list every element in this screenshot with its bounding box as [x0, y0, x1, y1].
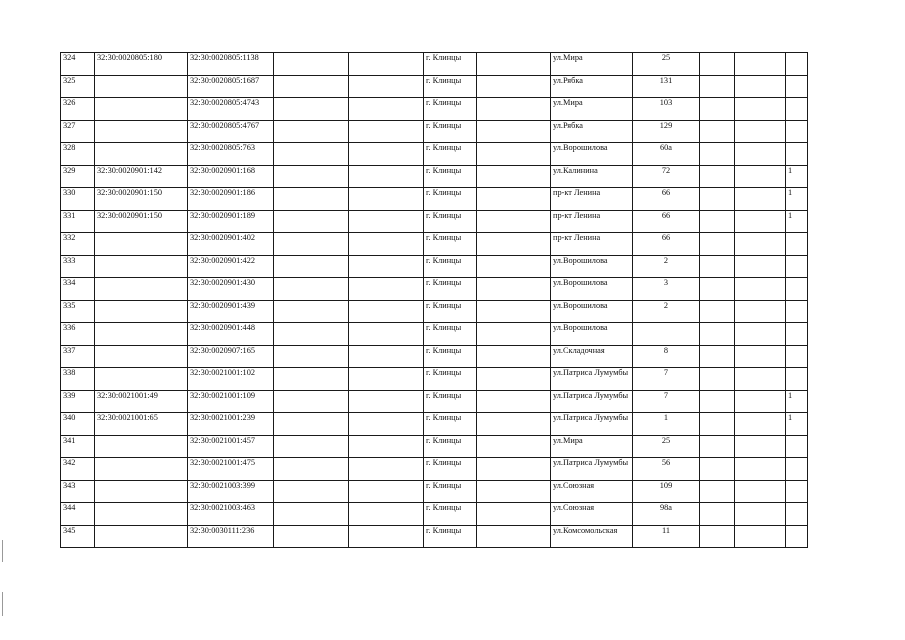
empty-cell — [349, 233, 424, 256]
row-number-cell: 333 — [61, 255, 95, 278]
street-cell: ул.Патриса Лумумбы — [551, 390, 633, 413]
street-cell: ул.Рябка — [551, 75, 633, 98]
parent-cadastral-cell — [95, 458, 188, 481]
empty-cell — [700, 98, 735, 121]
city-cell: г. Клинцы — [424, 75, 477, 98]
house-number-cell: 60а — [633, 143, 700, 166]
parent-cadastral-cell — [95, 435, 188, 458]
city-cell: г. Клинцы — [424, 278, 477, 301]
house-number-cell: 7 — [633, 390, 700, 413]
parent-cadastral-cell — [95, 233, 188, 256]
row-number-cell: 324 — [61, 53, 95, 76]
cadastral-number-cell: 32:30:0021001:239 — [188, 413, 274, 436]
empty-cell — [735, 188, 786, 211]
empty-cell — [735, 98, 786, 121]
cadastral-number-cell: 32:30:0021001:109 — [188, 390, 274, 413]
empty-cell — [349, 435, 424, 458]
empty-cell — [477, 435, 551, 458]
house-number-cell: 7 — [633, 368, 700, 391]
empty-cell — [274, 503, 349, 526]
row-number-cell: 328 — [61, 143, 95, 166]
street-cell: ул.Союзная — [551, 480, 633, 503]
empty-cell — [274, 210, 349, 233]
empty-cell — [349, 143, 424, 166]
house-number-cell: 56 — [633, 458, 700, 481]
cadastral-number-cell: 32:30:0020901:422 — [188, 255, 274, 278]
empty-cell — [735, 165, 786, 188]
empty-cell — [274, 413, 349, 436]
row-number-cell: 325 — [61, 75, 95, 98]
flag-cell — [786, 120, 808, 143]
empty-cell — [477, 300, 551, 323]
empty-cell — [477, 390, 551, 413]
street-cell: ул.Калинина — [551, 165, 633, 188]
table-row — [61, 143, 808, 166]
cadastral-number-cell: 32:30:0021003:399 — [188, 480, 274, 503]
city-cell: г. Клинцы — [424, 210, 477, 233]
empty-cell — [700, 143, 735, 166]
empty-cell — [477, 413, 551, 436]
cadastral-number-cell: 32:30:0020901:439 — [188, 300, 274, 323]
empty-cell — [274, 278, 349, 301]
empty-cell — [477, 480, 551, 503]
table-row — [61, 188, 808, 211]
row-number-cell: 327 — [61, 120, 95, 143]
parent-cadastral-cell — [95, 255, 188, 278]
empty-cell — [700, 233, 735, 256]
parent-cadastral-cell — [95, 278, 188, 301]
street-cell: ул.Ворошилова — [551, 300, 633, 323]
empty-cell — [274, 300, 349, 323]
street-cell: пр-кт Ленина — [551, 188, 633, 211]
empty-cell — [477, 525, 551, 548]
row-number-cell: 334 — [61, 278, 95, 301]
house-number-cell: 66 — [633, 233, 700, 256]
flag-cell — [786, 53, 808, 76]
empty-cell — [477, 210, 551, 233]
city-cell: г. Клинцы — [424, 368, 477, 391]
cadastral-number-cell: 32:30:0021001:457 — [188, 435, 274, 458]
flag-cell: 1 — [786, 413, 808, 436]
row-number-cell: 343 — [61, 480, 95, 503]
empty-cell — [274, 323, 349, 346]
house-number-cell: 131 — [633, 75, 700, 98]
table-row — [61, 480, 808, 503]
empty-cell — [274, 435, 349, 458]
street-cell: ул.Мира — [551, 98, 633, 121]
row-number-cell: 335 — [61, 300, 95, 323]
empty-cell — [349, 255, 424, 278]
empty-cell — [700, 165, 735, 188]
empty-cell — [477, 503, 551, 526]
row-number-cell: 339 — [61, 390, 95, 413]
parent-cadastral-cell — [95, 323, 188, 346]
empty-cell — [349, 525, 424, 548]
empty-cell — [274, 165, 349, 188]
empty-cell — [349, 480, 424, 503]
row-number-cell: 341 — [61, 435, 95, 458]
empty-cell — [477, 345, 551, 368]
row-number-cell: 329 — [61, 165, 95, 188]
empty-cell — [477, 255, 551, 278]
table-row — [61, 525, 808, 548]
house-number-cell: 98а — [633, 503, 700, 526]
table-row — [61, 98, 808, 121]
empty-cell — [349, 300, 424, 323]
house-number-cell: 3 — [633, 278, 700, 301]
city-cell: г. Клинцы — [424, 53, 477, 76]
parent-cadastral-cell: 32:30:0020901:142 — [95, 165, 188, 188]
cadastral-number-cell: 32:30:0020901:168 — [188, 165, 274, 188]
empty-cell — [477, 53, 551, 76]
empty-cell — [274, 458, 349, 481]
empty-cell — [274, 75, 349, 98]
table-row — [61, 390, 808, 413]
empty-cell — [700, 480, 735, 503]
street-cell: ул.Патриса Лумумбы — [551, 458, 633, 481]
empty-cell — [274, 98, 349, 121]
flag-cell — [786, 75, 808, 98]
city-cell: г. Клинцы — [424, 120, 477, 143]
empty-cell — [477, 75, 551, 98]
city-cell: г. Клинцы — [424, 458, 477, 481]
flag-cell — [786, 525, 808, 548]
city-cell: г. Клинцы — [424, 233, 477, 256]
row-number-cell: 345 — [61, 525, 95, 548]
row-number-cell: 336 — [61, 323, 95, 346]
cadastral-number-cell: 32:30:0020901:189 — [188, 210, 274, 233]
scan-edge-mark — [2, 540, 3, 562]
cadastral-number-cell: 32:30:0021001:475 — [188, 458, 274, 481]
city-cell: г. Клинцы — [424, 98, 477, 121]
table-row — [61, 210, 808, 233]
cadastral-number-cell: 32:30:0021003:463 — [188, 503, 274, 526]
street-cell: ул.Мира — [551, 435, 633, 458]
table-body — [61, 53, 808, 548]
empty-cell — [700, 345, 735, 368]
empty-cell — [735, 75, 786, 98]
empty-cell — [349, 503, 424, 526]
empty-cell — [349, 75, 424, 98]
table-row — [61, 413, 808, 436]
empty-cell — [349, 368, 424, 391]
city-cell: г. Клинцы — [424, 525, 477, 548]
city-cell: г. Клинцы — [424, 503, 477, 526]
city-cell: г. Клинцы — [424, 165, 477, 188]
street-cell: ул.Союзная — [551, 503, 633, 526]
cadastral-number-cell: 32:30:0021001:102 — [188, 368, 274, 391]
empty-cell — [735, 480, 786, 503]
empty-cell — [700, 75, 735, 98]
empty-cell — [349, 120, 424, 143]
table-row — [61, 368, 808, 391]
empty-cell — [274, 368, 349, 391]
flag-cell — [786, 255, 808, 278]
parent-cadastral-cell — [95, 480, 188, 503]
city-cell: г. Клинцы — [424, 435, 477, 458]
table-row — [61, 53, 808, 76]
house-number-cell: 8 — [633, 345, 700, 368]
empty-cell — [735, 143, 786, 166]
flag-cell — [786, 345, 808, 368]
cadastral-number-cell: 32:30:0020901:430 — [188, 278, 274, 301]
cadastral-number-cell: 32:30:0020805:763 — [188, 143, 274, 166]
row-number-cell: 344 — [61, 503, 95, 526]
empty-cell — [700, 300, 735, 323]
house-number-cell: 1 — [633, 413, 700, 436]
street-cell: ул.Комсомольская — [551, 525, 633, 548]
flag-cell: 1 — [786, 210, 808, 233]
empty-cell — [700, 53, 735, 76]
row-number-cell: 330 — [61, 188, 95, 211]
cadastral-number-cell: 32:30:0020907:165 — [188, 345, 274, 368]
flag-cell — [786, 143, 808, 166]
empty-cell — [274, 480, 349, 503]
table-row — [61, 120, 808, 143]
cadastral-number-cell: 32:30:0020805:4767 — [188, 120, 274, 143]
empty-cell — [735, 345, 786, 368]
city-cell: г. Клинцы — [424, 300, 477, 323]
empty-cell — [274, 188, 349, 211]
empty-cell — [700, 323, 735, 346]
flag-cell — [786, 98, 808, 121]
table-row — [61, 300, 808, 323]
flag-cell: 1 — [786, 390, 808, 413]
empty-cell — [700, 210, 735, 233]
empty-cell — [700, 368, 735, 391]
city-cell: г. Клинцы — [424, 390, 477, 413]
table-row — [61, 458, 808, 481]
parent-cadastral-cell — [95, 300, 188, 323]
empty-cell — [735, 210, 786, 233]
empty-cell — [700, 120, 735, 143]
flag-cell — [786, 233, 808, 256]
flag-cell — [786, 368, 808, 391]
parent-cadastral-cell: 32:30:0021001:65 — [95, 413, 188, 436]
city-cell: г. Клинцы — [424, 345, 477, 368]
empty-cell — [700, 435, 735, 458]
empty-cell — [349, 98, 424, 121]
empty-cell — [349, 53, 424, 76]
table-row — [61, 345, 808, 368]
empty-cell — [477, 368, 551, 391]
empty-cell — [477, 233, 551, 256]
street-cell: ул.Ворошилова — [551, 255, 633, 278]
row-number-cell: 338 — [61, 368, 95, 391]
flag-cell: 1 — [786, 165, 808, 188]
registry-table — [60, 52, 808, 548]
empty-cell — [274, 255, 349, 278]
parent-cadastral-cell — [95, 525, 188, 548]
empty-cell — [735, 323, 786, 346]
row-number-cell: 340 — [61, 413, 95, 436]
table-row — [61, 435, 808, 458]
empty-cell — [349, 210, 424, 233]
table-row — [61, 503, 808, 526]
street-cell: ул.Патриса Лумумбы — [551, 368, 633, 391]
scan-edge-mark — [2, 592, 3, 616]
cadastral-number-cell: 32:30:0030111:236 — [188, 525, 274, 548]
house-number-cell: 129 — [633, 120, 700, 143]
empty-cell — [735, 233, 786, 256]
empty-cell — [349, 413, 424, 436]
empty-cell — [735, 300, 786, 323]
empty-cell — [735, 368, 786, 391]
empty-cell — [274, 53, 349, 76]
street-cell: ул.Рябка — [551, 120, 633, 143]
empty-cell — [735, 503, 786, 526]
empty-cell — [700, 413, 735, 436]
flag-cell — [786, 300, 808, 323]
house-number-cell: 66 — [633, 210, 700, 233]
empty-cell — [477, 278, 551, 301]
house-number-cell: 25 — [633, 53, 700, 76]
row-number-cell: 331 — [61, 210, 95, 233]
house-number-cell: 25 — [633, 435, 700, 458]
parent-cadastral-cell: 32:30:0021001:49 — [95, 390, 188, 413]
city-cell: г. Клинцы — [424, 480, 477, 503]
flag-cell — [786, 435, 808, 458]
row-number-cell: 337 — [61, 345, 95, 368]
empty-cell — [349, 458, 424, 481]
empty-cell — [349, 188, 424, 211]
house-number-cell: 103 — [633, 98, 700, 121]
empty-cell — [700, 188, 735, 211]
city-cell: г. Клинцы — [424, 188, 477, 211]
house-number-cell — [633, 323, 700, 346]
flag-cell — [786, 458, 808, 481]
table-row — [61, 165, 808, 188]
empty-cell — [477, 143, 551, 166]
empty-cell — [477, 323, 551, 346]
parent-cadastral-cell: 32:30:0020901:150 — [95, 188, 188, 211]
house-number-cell: 2 — [633, 300, 700, 323]
empty-cell — [349, 323, 424, 346]
empty-cell — [274, 525, 349, 548]
table-row — [61, 75, 808, 98]
parent-cadastral-cell — [95, 98, 188, 121]
house-number-cell: 109 — [633, 480, 700, 503]
empty-cell — [735, 390, 786, 413]
empty-cell — [274, 345, 349, 368]
city-cell: г. Клинцы — [424, 255, 477, 278]
table-row — [61, 278, 808, 301]
empty-cell — [735, 120, 786, 143]
city-cell: г. Клинцы — [424, 413, 477, 436]
cadastral-number-cell: 32:30:0020805:4743 — [188, 98, 274, 121]
empty-cell — [349, 390, 424, 413]
empty-cell — [477, 188, 551, 211]
cadastral-number-cell: 32:30:0020901:448 — [188, 323, 274, 346]
empty-cell — [700, 255, 735, 278]
cadastral-number-cell: 32:30:0020901:186 — [188, 188, 274, 211]
street-cell: пр-кт Ленина — [551, 233, 633, 256]
parent-cadastral-cell — [95, 345, 188, 368]
city-cell: г. Клинцы — [424, 143, 477, 166]
street-cell: ул.Мира — [551, 53, 633, 76]
row-number-cell: 332 — [61, 233, 95, 256]
empty-cell — [274, 143, 349, 166]
street-cell: ул.Ворошилова — [551, 278, 633, 301]
flag-cell — [786, 278, 808, 301]
table-row — [61, 233, 808, 256]
empty-cell — [274, 233, 349, 256]
street-cell: ул.Ворошилова — [551, 143, 633, 166]
empty-cell — [700, 503, 735, 526]
empty-cell — [477, 120, 551, 143]
empty-cell — [349, 345, 424, 368]
empty-cell — [349, 278, 424, 301]
flag-cell — [786, 323, 808, 346]
empty-cell — [700, 458, 735, 481]
empty-cell — [274, 120, 349, 143]
empty-cell — [349, 165, 424, 188]
cadastral-number-cell: 32:30:0020805:1687 — [188, 75, 274, 98]
city-cell: г. Клинцы — [424, 323, 477, 346]
empty-cell — [477, 98, 551, 121]
parent-cadastral-cell — [95, 120, 188, 143]
empty-cell — [735, 278, 786, 301]
parent-cadastral-cell: 32:30:0020901:150 — [95, 210, 188, 233]
cadastral-number-cell: 32:30:0020901:402 — [188, 233, 274, 256]
empty-cell — [700, 278, 735, 301]
row-number-cell: 326 — [61, 98, 95, 121]
table-row — [61, 255, 808, 278]
street-cell: ул.Патриса Лумумбы — [551, 413, 633, 436]
house-number-cell: 11 — [633, 525, 700, 548]
parent-cadastral-cell — [95, 503, 188, 526]
empty-cell — [735, 413, 786, 436]
parent-cadastral-cell — [95, 75, 188, 98]
street-cell: ул.Ворошилова — [551, 323, 633, 346]
parent-cadastral-cell — [95, 143, 188, 166]
flag-cell — [786, 503, 808, 526]
street-cell: пр-кт Ленина — [551, 210, 633, 233]
empty-cell — [735, 53, 786, 76]
empty-cell — [700, 525, 735, 548]
house-number-cell: 66 — [633, 188, 700, 211]
house-number-cell: 2 — [633, 255, 700, 278]
cadastral-number-cell: 32:30:0020805:1138 — [188, 53, 274, 76]
parent-cadastral-cell — [95, 368, 188, 391]
empty-cell — [735, 525, 786, 548]
empty-cell — [700, 390, 735, 413]
empty-cell — [477, 458, 551, 481]
empty-cell — [735, 255, 786, 278]
row-number-cell: 342 — [61, 458, 95, 481]
flag-cell — [786, 480, 808, 503]
flag-cell: 1 — [786, 188, 808, 211]
empty-cell — [274, 390, 349, 413]
empty-cell — [477, 165, 551, 188]
street-cell: ул.Складочная — [551, 345, 633, 368]
parent-cadastral-cell: 32:30:0020805:180 — [95, 53, 188, 76]
table-row — [61, 323, 808, 346]
empty-cell — [735, 435, 786, 458]
house-number-cell: 72 — [633, 165, 700, 188]
empty-cell — [735, 458, 786, 481]
